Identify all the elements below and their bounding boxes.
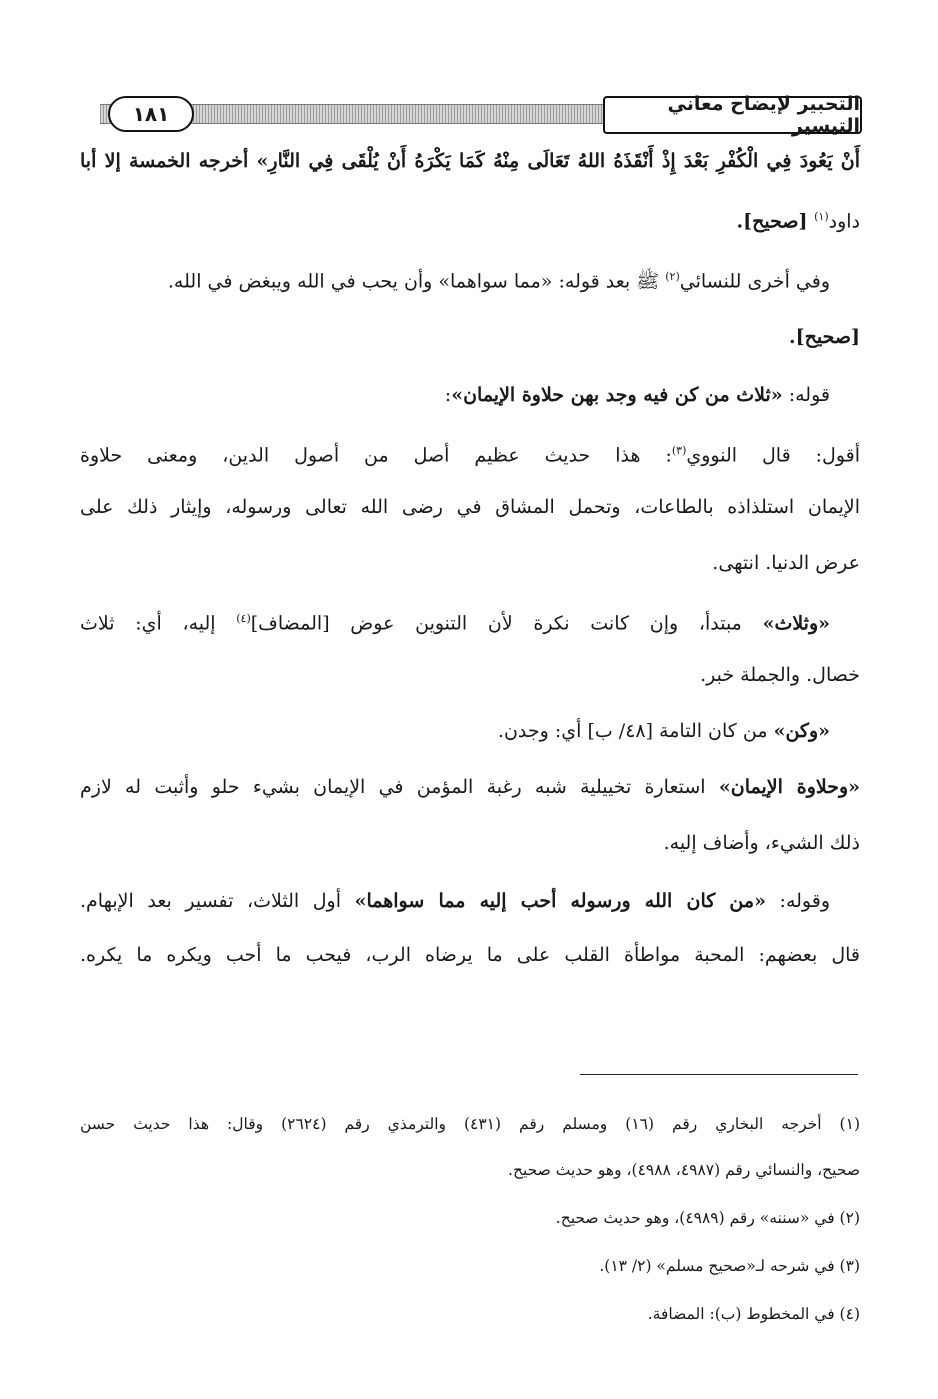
grading-text: [صحيح]. (789, 326, 860, 348)
footnote-1-continued: صحيح، والنسائي رقم (٤٩٨٧، ٤٩٨٨)، وهو حديث صحيح. (508, 1161, 860, 1179)
hadith-text-line: أَنْ يَعُودَ فِي الْكُفْرِ بَعْدَ إِذْ أَنْقَذَهُ اللهُ تَعَالَى مِنْهُ كَمَا يَكْرَهُ أَنْ يُلْقَى فِي النَّارِ» أخرجه الخمسة إلا أبا (80, 150, 860, 172)
text-line: قوله: «ثلاث من كن فيه وجد بهن حلاوة الإيمان»: (444, 384, 830, 406)
footnote-ref: (٤) (236, 612, 251, 625)
footnote-1: (١) أخرجه البخاري رقم (١٦) ومسلم رقم (٤٣١) والترمذي رقم (٢٦٢٤) وقال: هذا حديث حسن (80, 1115, 860, 1133)
footnote-2: (٢) في «سننه» رقم (٤٩٨٩)، وهو حديث صحيح. (555, 1209, 860, 1227)
text-line: «وكن» من كان التامة [٤٨/ ب] أي: وجدن. (497, 720, 830, 742)
text-line: الإيمان استلذاذه بالطاعات، وتحمل المشاق في رضى الله تعالى ورسوله، وإيثار ذلك على (80, 496, 860, 518)
text-line: قال بعضهم: المحبة مواطأة القلب على ما يرضاه الرب، فيحب ما أحب ويكره ما يكره. (80, 944, 860, 966)
text-line: وقوله: «من كان الله ورسوله أحب إليه مما سواهما» أول الثلاث، تفسير بعد الإبهام. (80, 890, 830, 912)
footnote-3: (٣) في شرحه لـ«صحيح مسلم» (٢/ ١٣). (599, 1257, 860, 1275)
text-line: «وثلاث» مبتدأ، وإن كانت نكرة لأن التنوين عوض [المضاف]$^{(٤)}$ إليه، أي: ثلاث (80, 612, 830, 635)
text-line: أقول: قال النووي$^{(٣)}$: هذا حديث عظيم أصل من أصول الدين، ومعنى حلاوة (80, 444, 860, 467)
footnote-ref: (٣) (671, 444, 687, 457)
text-line: عرض الدنيا. انتهى. (712, 552, 860, 574)
page-header (100, 93, 862, 137)
book-title: التحبير لإيضاح معاني التيسير (603, 96, 862, 134)
text-line: خصال. والجملة خبر. (700, 664, 860, 686)
footnote-4: (٤) في المخطوط (ب): المضافة. (647, 1305, 860, 1323)
page-number: ١٨١ (108, 96, 194, 132)
text-line: ذلك الشيء، وأضاف إليه. (663, 832, 860, 854)
text-line: داود$^{(١)}$ [صحيح]. (736, 210, 860, 233)
footnote-ref: (١) (814, 210, 829, 223)
text-line: «وحلاوة الإيمان» استعارة تخييلية شبه رغبة المؤمن في الإيمان بشيء حلو وأثبت له لازم (80, 776, 861, 798)
text-line: وفي أخرى للنسائي$^{(٢)}$ ﷺ بعد قوله: «مما سواهما» وأن يحب في الله ويبغض في الله. (167, 270, 830, 293)
footnote-ref: (٢) (665, 270, 680, 283)
footnote-separator (580, 1074, 858, 1075)
